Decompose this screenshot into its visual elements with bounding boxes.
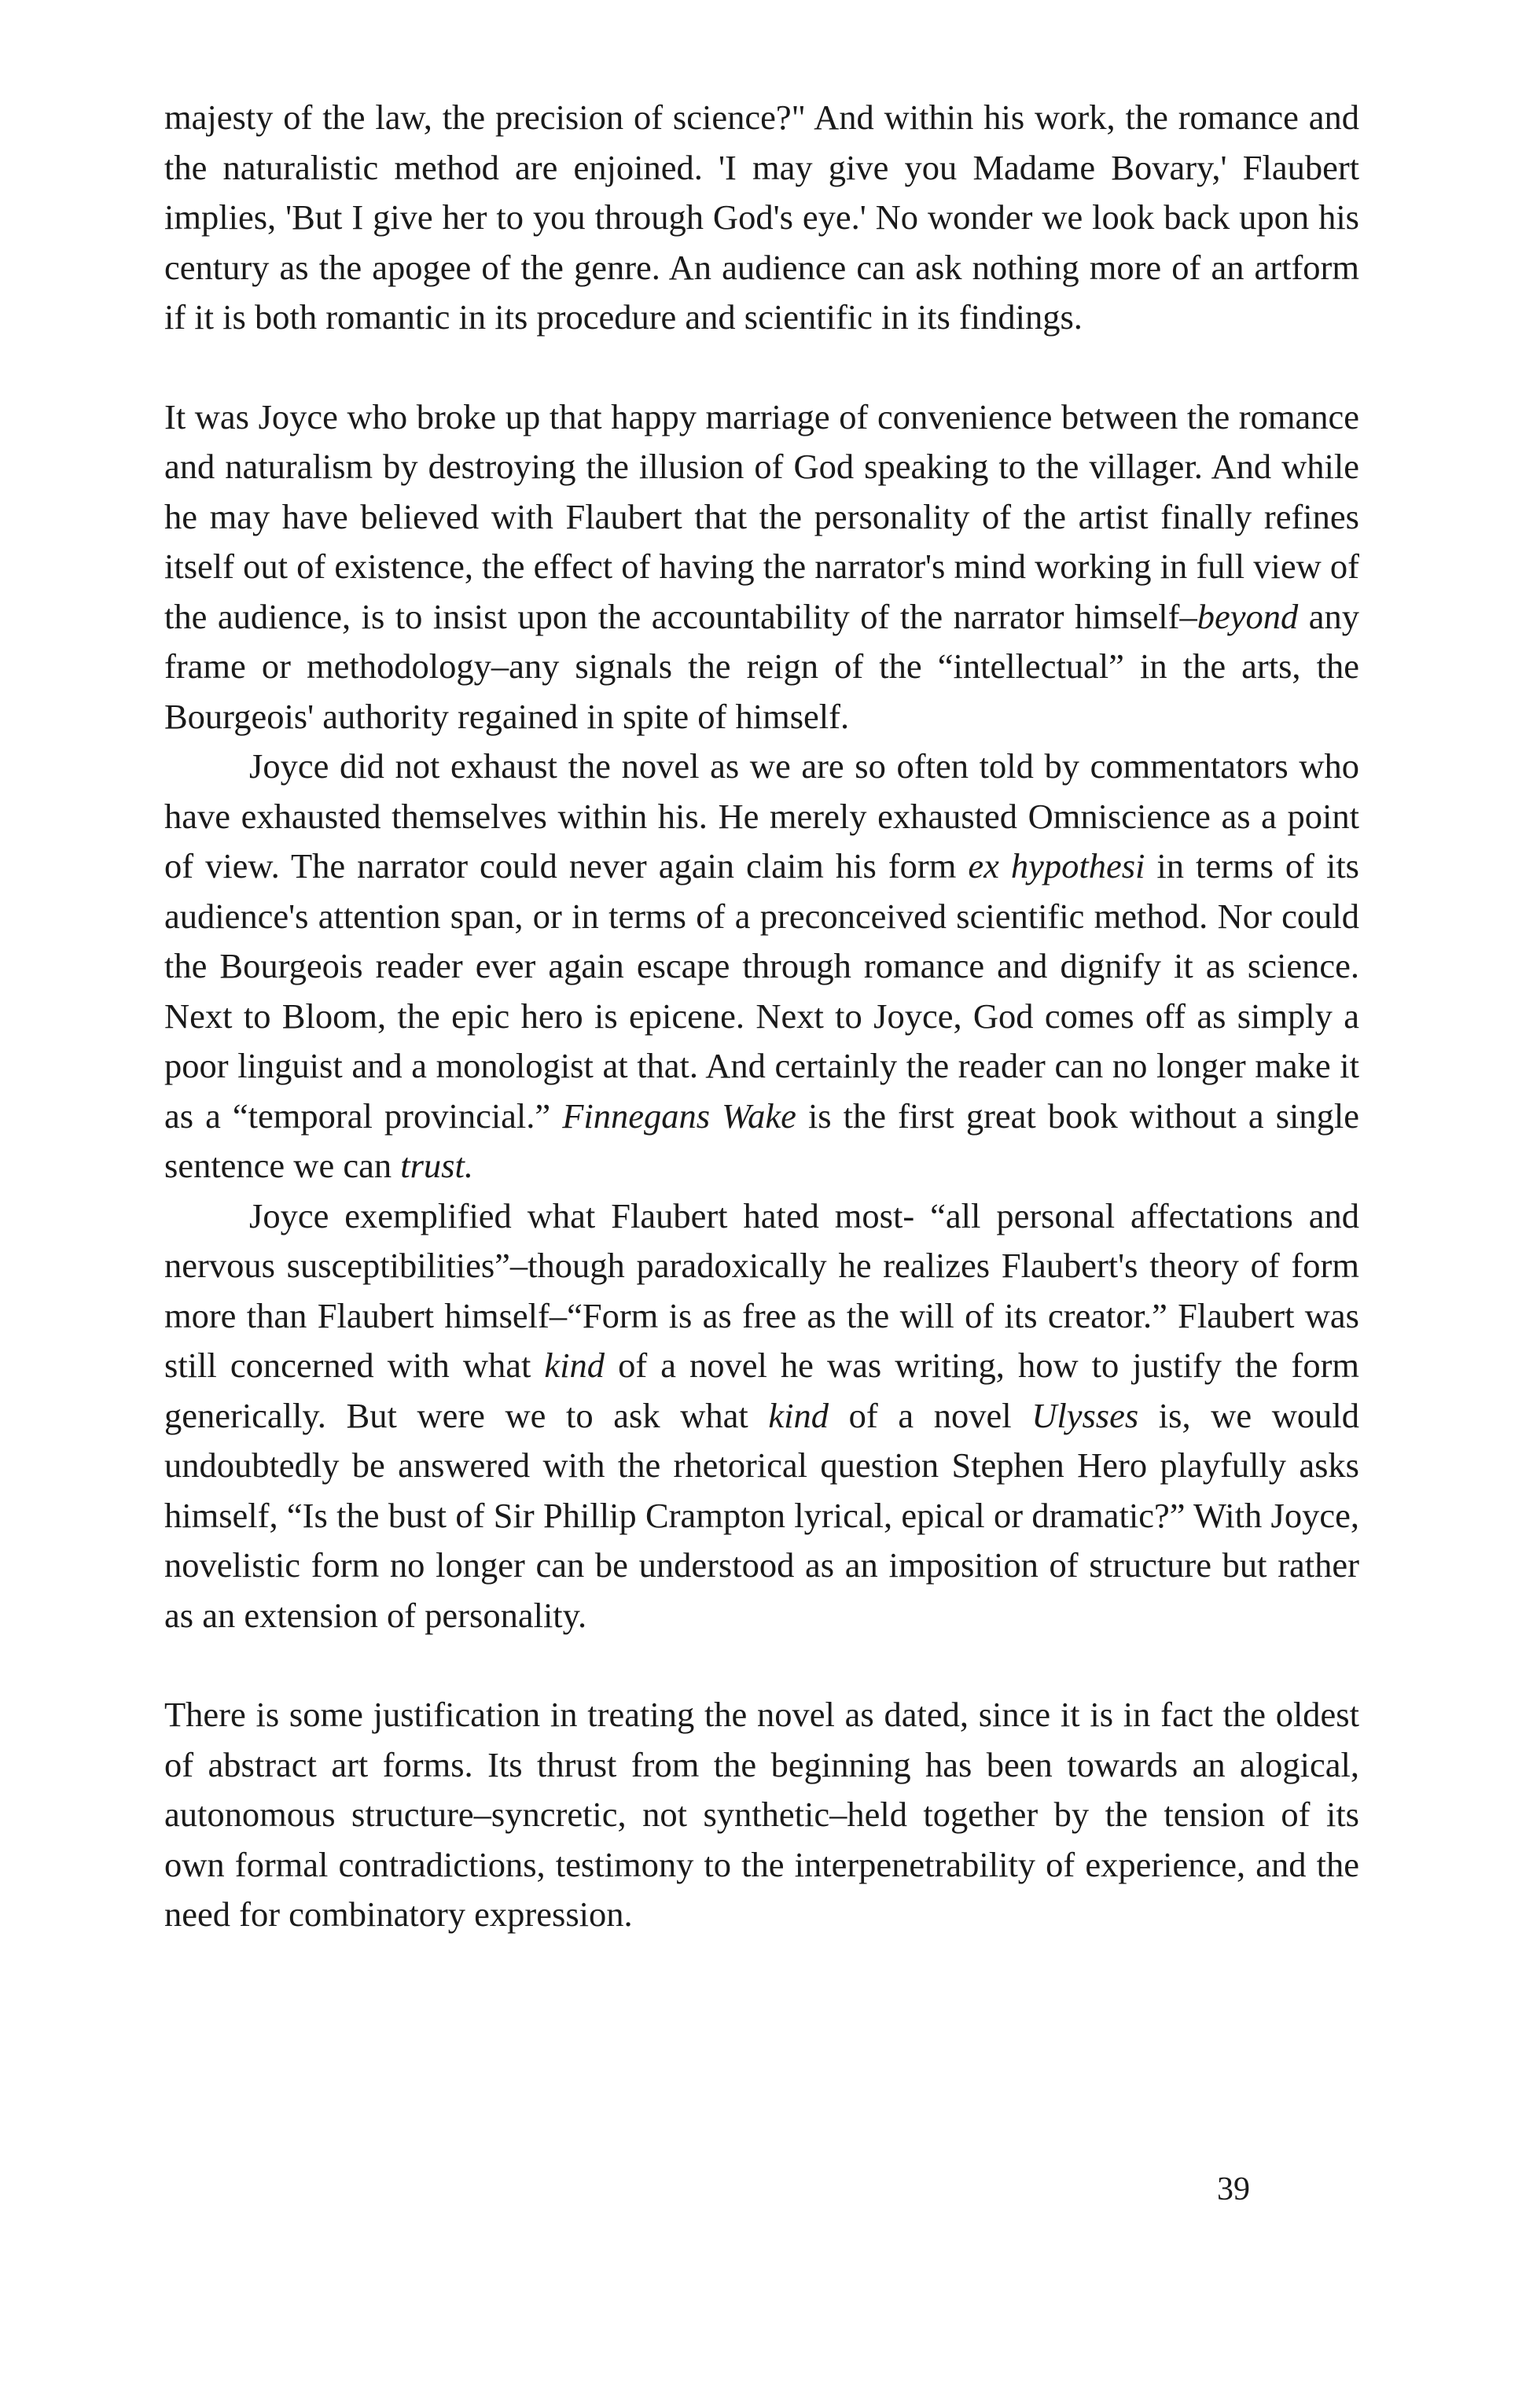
paragraph-2 — [164, 392, 1359, 742]
paragraph-5-text: There is some justification in treating the novel as dated, since it is in fact the oldest of abstract art forms. Its thrust from the beginning has been towards an alogical, autonomous structure–syncretic, not synthetic–held together by the tension of its own formal contradictions, testimony to the interpenetrability of experience, and the need for combinatory expression. — [164, 1695, 1359, 1934]
paragraph-4-italic-kind-1: kind — [544, 1346, 605, 1385]
paragraph-4-text-d: is, we would undoubtedly be answered with the rhetorical question Stephen Hero playfully asks himself, “Is the bust of Sir Phillip Crampton lyrical, epical or dramatic?” With Joyce, novelistic form no longer can be understood as an imposition of structure but rather as an extension of personality. — [164, 1395, 1359, 1635]
paragraph-4-italic-ulysses: Ulysses — [1031, 1395, 1139, 1435]
paragraph-3-italic-trust: trust. — [400, 1146, 473, 1185]
section-break — [164, 343, 1359, 392]
paragraph-4-text-c: of a novel — [829, 1395, 1032, 1435]
paragraph-3-text-a: Joyce did not exhaust the novel as we are so often told by commentators who have exhausted themselves within his. He merely exhausted Omniscience as a point of view. The narrator could never again claim his form — [164, 746, 1359, 886]
paragraph-2-italic-beyond: beyond — [1197, 596, 1299, 636]
paragraph-1 — [164, 93, 1359, 343]
paragraph-3-text-c: is the first great book without a single sentence we can — [164, 1095, 1359, 1185]
paragraph-3-italic-finnegans-wake: Finnegans Wake — [562, 1095, 796, 1136]
page-body — [164, 93, 1359, 1940]
paragraph-3 — [164, 742, 1359, 1191]
paragraph-5 — [164, 1690, 1359, 1940]
paragraph-3-text-b: in terms of its audience's attention span, or in terms of a preconceived scientific method. Nor could the Bourgeois reader ever again escape through romance and dignify it as science. Next to Bloom, the epic hero is epicene. Next to Joyce, God comes off as simply a poor linguist and a monologist at that. And certainly the reader can no longer make it as a “temporal provincial.” — [164, 846, 1359, 1136]
paragraph-4-text-a: Joyce exemplified what Flaubert hated most- “all personal affectations and nervous susceptibilities”–though paradoxically he realizes Flaubert's theory of form more than Flaubert himself–“Form is as free as the will of its creator.” Flaubert was still concerned with what — [164, 1195, 1359, 1385]
paragraph-2-text-b: any frame or methodology–any signals the reign of the “intellectual” in the arts, the Bourgeois' authority regained in spite of himself. — [164, 596, 1359, 736]
page-number: 39 — [1217, 2171, 1250, 2207]
paragraph-4-text-b: of a novel he was writing, how to justify the form generically. But were we to ask what — [164, 1346, 1360, 1435]
paragraph-4 — [164, 1191, 1359, 1641]
paragraph-1-text: majesty of the law, the precision of science?" And within his work, the romance and the naturalistic method are enjoined. 'I may give you Madame Bovary,' Flaubert implies, 'But I give her to you through God's eye.' No wonder we look back upon his century as the apogee of the genre. An audience can ask nothing more of an artform if it is both romantic in its procedure and scientific in its findings. — [164, 98, 1359, 337]
paragraph-3-italic-ex-hypothesi: ex hypothesi — [968, 846, 1145, 886]
paragraph-4-italic-kind-2: kind — [768, 1395, 829, 1435]
section-break — [164, 1640, 1359, 1690]
paragraph-2-text-a: It was Joyce who broke up that happy marriage of convenience between the romance and naturalism by destroying the illusion of God speaking to the villager. And while he may have believed with Flaubert that the personality of the artist finally refines itself out of existence, the effect of having the narrator's mind working in full view of the audience, is to insist upon the accountability of the narrator himself– — [164, 396, 1359, 636]
